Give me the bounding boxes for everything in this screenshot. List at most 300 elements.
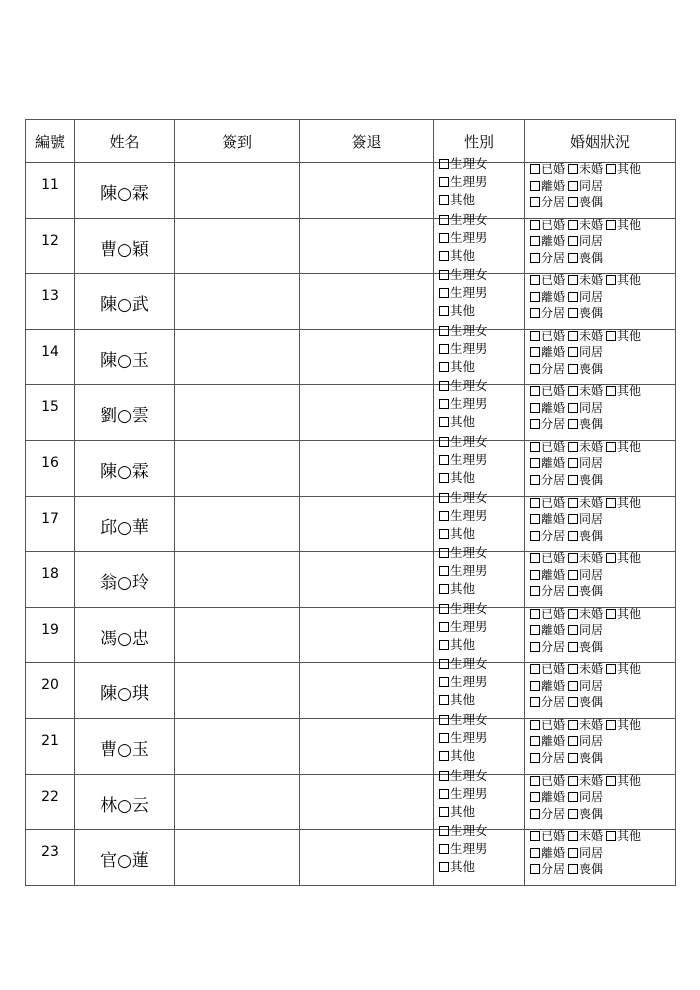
gender-option-line (439, 358, 491, 376)
checkbox-option[interactable] (606, 495, 641, 512)
sign-out-cell[interactable] (300, 830, 434, 886)
checkbox-option[interactable] (568, 828, 603, 845)
checkbox-option[interactable] (530, 845, 565, 862)
checkbox[interactable] (439, 233, 449, 243)
checkbox[interactable] (530, 831, 540, 841)
checkbox-option[interactable] (439, 191, 475, 209)
sign-in-cell[interactable] (175, 385, 300, 441)
checkbox[interactable] (530, 236, 540, 246)
checkbox[interactable] (606, 498, 616, 508)
checkbox[interactable] (568, 586, 578, 596)
checkbox[interactable] (439, 844, 449, 854)
checkbox[interactable] (568, 609, 578, 619)
checkbox-option[interactable] (439, 600, 488, 618)
checkbox[interactable] (568, 308, 578, 318)
sign-out-cell[interactable] (300, 552, 434, 608)
sign-in-cell[interactable] (175, 440, 300, 496)
checkbox[interactable] (439, 826, 449, 836)
checkbox-option[interactable] (530, 750, 565, 767)
checkbox[interactable] (606, 831, 616, 841)
checkbox[interactable] (568, 736, 578, 746)
sign-out-cell[interactable] (300, 385, 434, 441)
checkbox-option[interactable] (439, 711, 488, 729)
checkbox-option[interactable] (606, 606, 641, 623)
checkbox[interactable] (530, 664, 540, 674)
checkbox[interactable] (530, 792, 540, 802)
checkbox[interactable] (439, 455, 449, 465)
marital-option-line (530, 161, 644, 178)
checkbox-option[interactable] (530, 528, 565, 545)
checkbox[interactable] (606, 386, 616, 396)
checkbox-option[interactable] (439, 284, 488, 302)
checkbox-option[interactable] (439, 840, 488, 858)
checkbox[interactable] (530, 419, 540, 429)
checkbox[interactable] (439, 548, 449, 558)
checkbox[interactable] (530, 181, 540, 191)
checkbox-option[interactable] (606, 383, 641, 400)
checkbox[interactable] (439, 733, 449, 743)
checkbox[interactable] (568, 442, 578, 452)
sign-in-cell[interactable] (175, 552, 300, 608)
checkbox[interactable] (530, 776, 540, 786)
checkbox-label: 生理男 (450, 396, 488, 412)
checkbox-option[interactable] (439, 451, 488, 469)
checkbox[interactable] (606, 220, 616, 230)
checkbox-option[interactable] (568, 416, 603, 433)
checkbox-option[interactable] (606, 272, 641, 289)
checkbox-option[interactable] (530, 361, 565, 378)
checkbox[interactable] (568, 220, 578, 230)
checkbox[interactable] (568, 275, 578, 285)
checkbox[interactable] (439, 288, 449, 298)
checkbox[interactable] (530, 809, 540, 819)
checkbox[interactable] (606, 720, 616, 730)
checkbox[interactable] (439, 695, 449, 705)
checkbox-option[interactable] (530, 694, 565, 711)
checkbox-option[interactable] (568, 550, 603, 567)
checkbox[interactable] (530, 531, 540, 541)
checkbox[interactable] (568, 664, 578, 674)
checkbox-option[interactable] (568, 161, 603, 178)
checkbox-option[interactable] (606, 439, 641, 456)
checkbox[interactable] (606, 331, 616, 341)
checkbox[interactable] (530, 220, 540, 230)
checkbox-option[interactable] (568, 305, 603, 322)
checkbox-option[interactable] (439, 822, 488, 840)
checkbox[interactable] (439, 270, 449, 280)
checkbox-option[interactable] (568, 194, 603, 211)
checkbox[interactable] (568, 570, 578, 580)
checkbox[interactable] (568, 697, 578, 707)
checkbox[interactable] (439, 381, 449, 391)
checkbox[interactable] (439, 306, 449, 316)
checkbox-option[interactable] (568, 233, 603, 250)
checkbox[interactable] (439, 511, 449, 521)
checkbox[interactable] (530, 720, 540, 730)
checkbox-option[interactable] (568, 472, 603, 489)
checkbox-option[interactable] (530, 773, 565, 790)
checkbox[interactable] (439, 622, 449, 632)
checkbox[interactable] (568, 514, 578, 524)
checkbox[interactable] (530, 625, 540, 635)
checkbox[interactable] (439, 159, 449, 169)
checkbox-option[interactable] (439, 358, 475, 376)
checkbox-option[interactable] (568, 661, 603, 678)
checkbox[interactable] (568, 347, 578, 357)
sign-in-cell[interactable] (175, 163, 300, 219)
sign-out-cell[interactable] (300, 718, 434, 774)
checkbox-option[interactable] (439, 562, 488, 580)
checkbox[interactable] (568, 553, 578, 563)
checkbox[interactable] (439, 473, 449, 483)
checkbox[interactable] (568, 776, 578, 786)
checkbox-option[interactable] (530, 567, 565, 584)
checkbox-option[interactable] (568, 733, 603, 750)
checkbox[interactable] (439, 344, 449, 354)
checkbox-option[interactable] (530, 606, 565, 623)
sign-in-cell[interactable] (175, 663, 300, 719)
checkbox[interactable] (568, 681, 578, 691)
row-number: 17 (41, 510, 59, 527)
checkbox[interactable] (530, 308, 540, 318)
checkbox[interactable] (530, 736, 540, 746)
checkbox[interactable] (568, 419, 578, 429)
checkbox-option[interactable] (439, 580, 475, 598)
checkbox[interactable] (439, 417, 449, 427)
checkbox-option[interactable] (530, 439, 565, 456)
checkbox-option[interactable] (439, 173, 488, 191)
checkbox-option[interactable] (568, 694, 603, 711)
checkbox-option[interactable] (439, 729, 488, 747)
checkbox[interactable] (439, 251, 449, 261)
checkbox-option[interactable] (606, 717, 641, 734)
checkbox[interactable] (568, 792, 578, 802)
checkbox-option[interactable] (439, 377, 488, 395)
checkbox[interactable] (439, 326, 449, 336)
checkbox-option[interactable] (439, 785, 488, 803)
checkbox-label: 其他 (617, 495, 642, 510)
sign-out-cell[interactable] (300, 496, 434, 552)
checkbox-option[interactable] (439, 433, 488, 451)
checkbox-option[interactable] (530, 400, 565, 417)
checkbox-option[interactable] (568, 511, 603, 528)
checkbox-option[interactable] (568, 400, 603, 417)
checkbox[interactable] (606, 776, 616, 786)
checkbox[interactable] (530, 570, 540, 580)
checkbox[interactable] (439, 640, 449, 650)
checkbox[interactable] (568, 197, 578, 207)
checkbox-option[interactable] (439, 395, 488, 413)
sign-out-cell[interactable] (300, 329, 434, 385)
checkbox[interactable] (530, 609, 540, 619)
checkbox[interactable] (439, 177, 449, 187)
checkbox-option[interactable] (606, 773, 641, 790)
gender-options (439, 655, 491, 709)
checkbox[interactable] (439, 604, 449, 614)
sign-in-cell[interactable] (175, 496, 300, 552)
checkbox-option[interactable] (530, 328, 565, 345)
checkbox[interactable] (530, 458, 540, 468)
checkbox-option[interactable] (439, 655, 488, 673)
checkbox-option[interactable] (568, 272, 603, 289)
checkbox-option[interactable] (439, 691, 475, 709)
checkbox-option[interactable] (439, 618, 488, 636)
checkbox-option[interactable] (530, 178, 565, 195)
checkbox[interactable] (439, 771, 449, 781)
checkbox-label: 分居 (541, 250, 566, 265)
checkbox[interactable] (530, 253, 540, 263)
checkbox-option[interactable] (568, 250, 603, 267)
checkbox-option[interactable] (606, 328, 641, 345)
checkbox[interactable] (530, 164, 540, 174)
checkbox[interactable] (439, 566, 449, 576)
checkbox-option[interactable] (530, 661, 565, 678)
checkbox[interactable] (568, 292, 578, 302)
marital-options (530, 383, 644, 433)
checkbox[interactable] (530, 681, 540, 691)
checkbox-option[interactable] (568, 567, 603, 584)
checkbox-option[interactable] (568, 845, 603, 862)
checkbox-option[interactable] (530, 583, 565, 600)
checkbox-option[interactable] (530, 550, 565, 567)
sign-out-cell[interactable] (300, 607, 434, 663)
checkbox[interactable] (530, 697, 540, 707)
checkbox-option[interactable] (530, 622, 565, 639)
checkbox-option[interactable] (568, 639, 603, 656)
checkbox-option[interactable] (568, 383, 603, 400)
checkbox-option[interactable] (568, 606, 603, 623)
checkbox-option[interactable] (439, 469, 475, 487)
checkbox[interactable] (530, 553, 540, 563)
checkbox-option[interactable] (439, 507, 488, 525)
checkbox-option[interactable] (530, 472, 565, 489)
checkbox-option[interactable] (530, 789, 565, 806)
checkbox-label: 未婚 (579, 495, 604, 510)
checkbox-option[interactable] (606, 217, 641, 234)
checkbox-option[interactable] (530, 455, 565, 472)
checkbox[interactable] (439, 215, 449, 225)
checkbox-option[interactable] (568, 328, 603, 345)
checkbox[interactable] (530, 864, 540, 874)
sign-in-cell[interactable] (175, 607, 300, 663)
checkbox-option[interactable] (530, 717, 565, 734)
checkbox-option[interactable] (568, 789, 603, 806)
sign-out-cell[interactable] (300, 440, 434, 496)
checkbox-option[interactable] (439, 525, 475, 543)
checkbox[interactable] (568, 181, 578, 191)
checkbox-option[interactable] (439, 636, 475, 654)
checkbox-option[interactable] (530, 678, 565, 695)
checkbox-option[interactable] (568, 678, 603, 695)
checkbox-option[interactable] (439, 544, 488, 562)
checkbox-option[interactable] (530, 233, 565, 250)
checkbox[interactable] (606, 164, 616, 174)
checkbox-option[interactable] (568, 528, 603, 545)
checkbox-option[interactable] (530, 495, 565, 512)
checkbox-option[interactable] (530, 861, 565, 878)
checkbox-option[interactable] (568, 861, 603, 878)
checkbox[interactable] (606, 664, 616, 674)
sign-out-cell[interactable] (300, 663, 434, 719)
checkbox[interactable] (530, 347, 540, 357)
sign-in-cell[interactable] (175, 329, 300, 385)
checkbox[interactable] (606, 275, 616, 285)
checkbox-option[interactable] (568, 583, 603, 600)
checkbox[interactable] (568, 864, 578, 874)
checkbox[interactable] (530, 514, 540, 524)
checkbox[interactable] (439, 659, 449, 669)
row-number-cell (26, 440, 75, 496)
sign-in-cell[interactable] (175, 830, 300, 886)
checkbox[interactable] (568, 720, 578, 730)
checkbox-option[interactable] (568, 750, 603, 767)
checkbox-option[interactable] (439, 155, 488, 173)
checkbox[interactable] (568, 848, 578, 858)
checkbox-option[interactable] (530, 194, 565, 211)
checkbox[interactable] (606, 553, 616, 563)
sign-out-cell[interactable] (300, 274, 434, 330)
checkbox[interactable] (530, 331, 540, 341)
checkbox-option[interactable] (439, 322, 488, 340)
checkbox-option[interactable] (568, 344, 603, 361)
checkbox[interactable] (530, 586, 540, 596)
checkbox-option[interactable] (439, 673, 488, 691)
checkbox[interactable] (530, 848, 540, 858)
checkbox[interactable] (568, 831, 578, 841)
checkbox-option[interactable] (568, 178, 603, 195)
checkbox[interactable] (568, 364, 578, 374)
checkbox-option[interactable] (568, 773, 603, 790)
checkbox-label: 同居 (579, 400, 604, 415)
checkbox-option[interactable] (530, 511, 565, 528)
checkbox-option[interactable] (606, 828, 641, 845)
checkbox-option[interactable] (530, 806, 565, 823)
checkbox[interactable] (568, 498, 578, 508)
checkbox[interactable] (439, 807, 449, 817)
checkbox[interactable] (568, 253, 578, 263)
checkbox-option[interactable] (568, 495, 603, 512)
checkbox[interactable] (568, 164, 578, 174)
checkbox[interactable] (439, 677, 449, 687)
checkbox[interactable] (568, 809, 578, 819)
checkbox-option[interactable] (439, 803, 475, 821)
checkbox-option[interactable] (530, 383, 565, 400)
checkbox[interactable] (568, 531, 578, 541)
checkbox[interactable] (568, 331, 578, 341)
sign-in-cell[interactable] (175, 774, 300, 830)
checkbox[interactable] (439, 493, 449, 503)
checkbox-option[interactable] (439, 858, 475, 876)
checkbox-option[interactable] (439, 229, 488, 247)
checkbox[interactable] (530, 364, 540, 374)
checkbox-option[interactable] (530, 272, 565, 289)
checkbox-option[interactable] (530, 305, 565, 322)
checkbox[interactable] (530, 475, 540, 485)
checkbox-option[interactable] (530, 217, 565, 234)
checkbox[interactable] (439, 584, 449, 594)
checkbox[interactable] (530, 275, 540, 285)
checkbox-option[interactable] (439, 211, 488, 229)
checkbox[interactable] (568, 386, 578, 396)
checkbox[interactable] (568, 403, 578, 413)
sign-out-cell[interactable] (300, 774, 434, 830)
checkbox-option[interactable] (568, 806, 603, 823)
sign-in-cell[interactable] (175, 718, 300, 774)
checkbox-option[interactable] (439, 302, 475, 320)
checkbox[interactable] (530, 386, 540, 396)
checkbox[interactable] (439, 362, 449, 372)
checkbox-option[interactable] (568, 717, 603, 734)
checkbox-option[interactable] (439, 266, 488, 284)
checkbox[interactable] (530, 197, 540, 207)
checkbox[interactable] (606, 609, 616, 619)
checkbox[interactable] (568, 642, 578, 652)
checkbox-option[interactable] (439, 413, 475, 431)
sign-in-cell[interactable] (175, 218, 300, 274)
checkbox[interactable] (606, 442, 616, 452)
gender-option-line (439, 377, 491, 395)
checkbox-option[interactable] (568, 217, 603, 234)
checkbox[interactable] (439, 751, 449, 761)
checkbox[interactable] (530, 498, 540, 508)
checkbox-option[interactable] (530, 250, 565, 267)
sign-in-cell[interactable] (175, 274, 300, 330)
checkbox-option[interactable] (606, 550, 641, 567)
checkbox[interactable] (568, 236, 578, 246)
sign-out-cell[interactable] (300, 218, 434, 274)
checkbox-option[interactable] (530, 828, 565, 845)
checkbox-option[interactable] (439, 489, 488, 507)
checkbox[interactable] (530, 642, 540, 652)
checkbox-label: 生理男 (450, 841, 488, 857)
checkbox-option[interactable] (568, 289, 603, 306)
checkbox[interactable] (530, 442, 540, 452)
checkbox-option[interactable] (439, 247, 475, 265)
checkbox-option[interactable] (439, 747, 475, 765)
checkbox-option[interactable] (606, 161, 641, 178)
checkbox[interactable] (439, 715, 449, 725)
checkbox-option[interactable] (439, 767, 488, 785)
checkbox-option[interactable] (568, 455, 603, 472)
checkbox[interactable] (568, 458, 578, 468)
checkbox-label: 生理男 (450, 285, 488, 301)
checkbox-option[interactable] (568, 622, 603, 639)
checkbox[interactable] (439, 789, 449, 799)
checkbox-option[interactable] (568, 439, 603, 456)
checkbox-option[interactable] (530, 416, 565, 433)
checkbox-option[interactable] (530, 161, 565, 178)
checkbox-option[interactable] (530, 289, 565, 306)
checkbox[interactable] (530, 292, 540, 302)
checkbox-option[interactable] (606, 661, 641, 678)
checkbox[interactable] (439, 529, 449, 539)
checkbox[interactable] (530, 753, 540, 763)
checkbox[interactable] (439, 862, 449, 872)
checkbox-option[interactable] (439, 340, 488, 358)
checkbox[interactable] (568, 625, 578, 635)
checkbox-option[interactable] (530, 733, 565, 750)
checkbox[interactable] (530, 403, 540, 413)
checkbox[interactable] (568, 475, 578, 485)
checkbox-option[interactable] (530, 344, 565, 361)
checkbox[interactable] (439, 399, 449, 409)
checkbox-option[interactable] (568, 361, 603, 378)
checkbox[interactable] (439, 195, 449, 205)
checkbox-option[interactable] (530, 639, 565, 656)
checkbox[interactable] (568, 753, 578, 763)
checkbox[interactable] (439, 437, 449, 447)
sign-out-cell[interactable] (300, 163, 434, 219)
